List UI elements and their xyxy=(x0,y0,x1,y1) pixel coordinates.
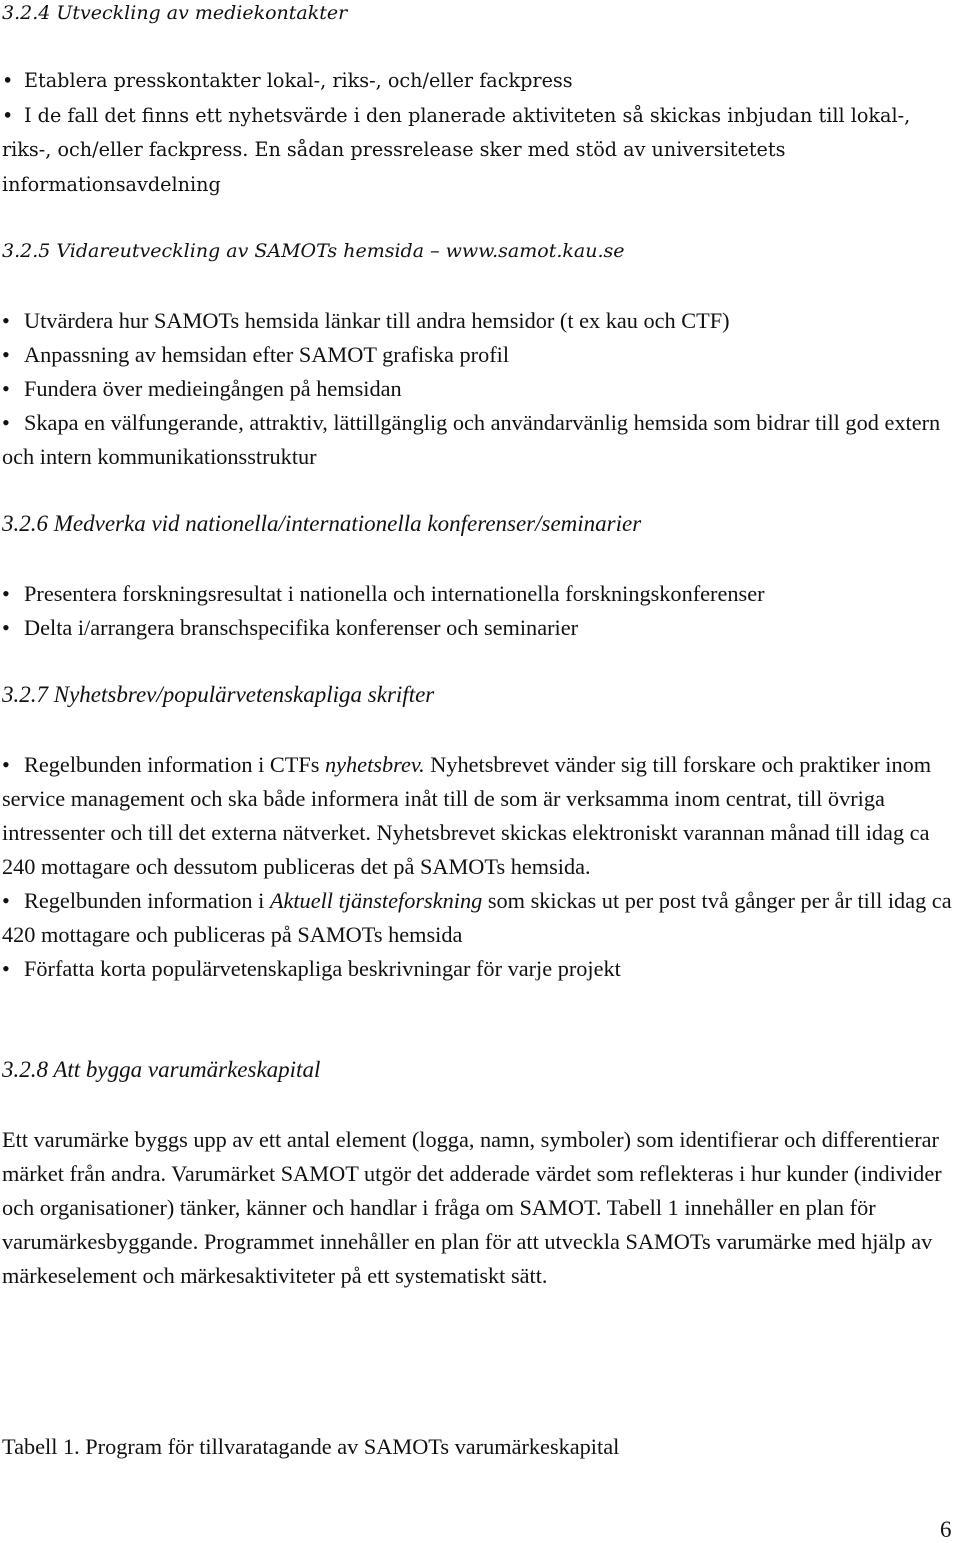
list-item: • Regelbunden information i Aktuell tjänsteforskning som skickas ut per post två gånger per år till idag ca 420 mottagare och publiceras på SAMOTs hemsida xyxy=(2,884,957,952)
bullet-list-3-2-7 xyxy=(2,748,957,986)
list-item: • Etablera presskontakter lokal-, riks-, och/eller fackpress xyxy=(2,64,957,99)
list-item: • Delta i/arrangera branschspecifika konferenser och seminarier xyxy=(2,611,957,645)
section-heading-3-2-6: 3.2.6 Medverka vid nationella/internationella konferenser/seminarier xyxy=(2,511,642,536)
body-paragraph-3-2-8: Ett varumärke byggs upp av ett antal element (logga, namn, symboler) som identifierar och differentierar märket från andra. Varumärket SAMOT utgör det adderade värdet som reflekteras i hur kunder (individer och organisationer) tänker, känner och handlar i fråga om SAMOT. Tabell 1 innehåller en plan för varumärkesbyggande. Programmet innehåller en plan för att utveckla SAMOTs varumärke med hjälp av märkeselement och märkesaktiviteter på ett systematiskt sätt. xyxy=(2,1127,942,1288)
list-item: • Presentera forskningsresultat i nationella och internationella forskningskonferenser xyxy=(2,577,957,611)
section-heading-3-2-7: 3.2.7 Nyhetsbrev/populärvetenskapliga skrifter xyxy=(2,682,435,707)
list-item: • Anpassning av hemsidan efter SAMOT grafiska profil xyxy=(2,338,957,372)
bullet-icon: • xyxy=(2,752,10,777)
section-heading-3-2-4: 3.2.4 Utveckling av mediekontakter xyxy=(2,2,348,24)
bullet-icon: • xyxy=(2,888,10,913)
bullet-icon: • xyxy=(2,376,10,401)
section-heading-3-2-8: 3.2.8 Att bygga varumärkeskapital xyxy=(2,1057,321,1082)
list-item: • Regelbunden information i CTFs nyhetsbrev. Nyhetsbrevet vänder sig till forskare och praktiker inom service management och ska både informera inåt till de som är verksamma inom centrat, till övriga intressenter och till det externa nätverket. Nyhetsbrevet skickas elektroniskt varannan månad till idag ca 240 mottagare och dessutom publiceras det på SAMOTs hemsida. xyxy=(2,748,957,884)
bullet-icon: • xyxy=(2,69,14,92)
list-item: • I de fall det finns ett nyhetsvärde i den planerade aktiviteten så skickas inbjudan till lokal-, riks-, och/eller fackpress. En sådan pressrelease sker med stöd av universitetets informationsavdelning xyxy=(2,99,957,203)
list-item: • Skapa en välfungerande, attraktiv, lättillgänglig och användarvänlig hemsida som bidrar till god extern och intern kommunikationsstruktur xyxy=(2,406,957,474)
bullet-icon: • xyxy=(2,103,14,127)
bullet-icon: • xyxy=(2,615,10,640)
list-item: • Författa korta populärvetenskapliga beskrivningar för varje projekt xyxy=(2,952,957,986)
bullet-list-3-2-6 xyxy=(2,577,957,645)
bullet-icon: • xyxy=(2,956,10,981)
bullet-icon: • xyxy=(2,308,10,333)
bullet-icon: • xyxy=(2,581,10,606)
bullet-icon: • xyxy=(2,410,10,435)
list-item: • Fundera över medieingången på hemsidan xyxy=(2,372,957,406)
bullet-list-3-2-4 xyxy=(2,64,957,202)
bullet-list-3-2-5 xyxy=(2,304,957,474)
table-caption: Tabell 1. Program för tillvaratagande av SAMOTs varumärkeskapital xyxy=(2,1434,620,1459)
page-number: 6 xyxy=(940,1517,952,1542)
section-heading-3-2-5: 3.2.5 Vidareutveckling av SAMOTs hemsida – www.samot.kau.se xyxy=(2,240,625,262)
bullet-icon: • xyxy=(2,342,10,367)
list-item: • Utvärdera hur SAMOTs hemsida länkar till andra hemsidor (t ex kau och CTF) xyxy=(2,304,957,338)
